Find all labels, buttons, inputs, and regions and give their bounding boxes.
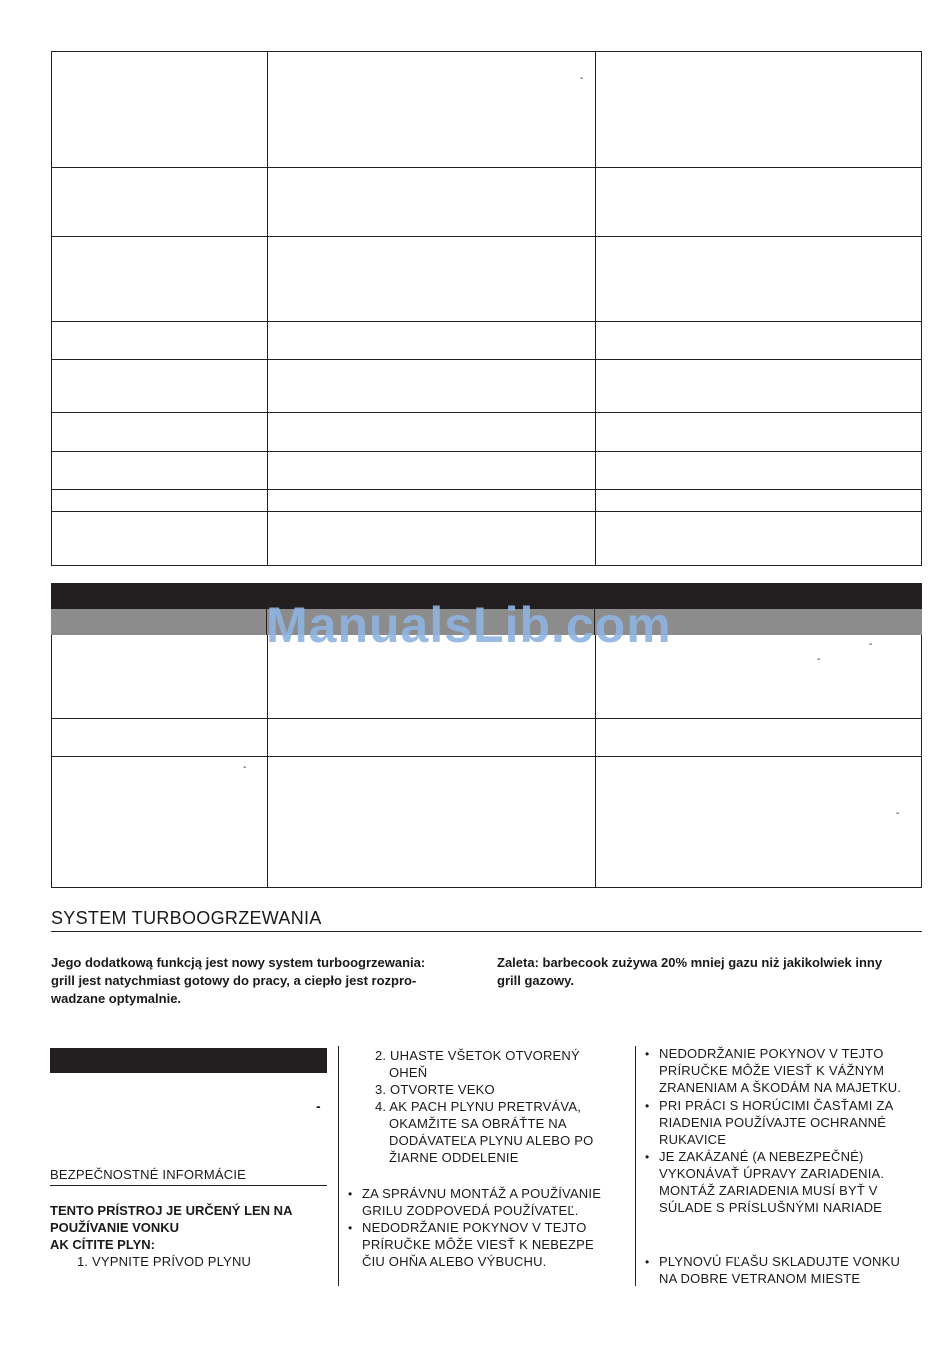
hyphen-mark: - (243, 762, 247, 773)
section-divider (51, 931, 922, 932)
table-row (52, 321, 921, 359)
outdoor-warning: TENTO PRÍSTROJ JE URČENÝ LEN NA POUŽÍVANIE VONKU (50, 1203, 293, 1235)
step-2: 2. UHASTE VŠETOK OTVORENÝ OHEŇ (375, 1048, 580, 1080)
watermark-logo: ManualsLib.com (266, 597, 672, 653)
bullet-item: PRI PRÁCI S HORÚCIMI ČASŤAMI ZA RIADENIA POUŽÍVAJTE OCHRANNÉ RUKAVICE (659, 1098, 894, 1147)
step-3: 3. OTVORTE VEKO (375, 1082, 495, 1097)
table-row (52, 167, 921, 236)
safety-divider (50, 1185, 327, 1186)
table-row (52, 489, 921, 511)
bullet-icon: • (348, 1221, 353, 1235)
bullet-icon: • (645, 1255, 650, 1269)
table-row (52, 511, 921, 565)
turbo-paragraph-right: Zaleta: barbecook zużywa 20% mniej gazu niż jakikolwiek inny grill gazowy. (497, 955, 883, 988)
safety-info-label: BEZPEČNOSTNÉ INFORMÁCIE (50, 1167, 247, 1182)
bullet-item: PLYNOVÚ FĽAŠU SKLADUJTE VONKU NA DOBRE VETRANOM MIESTE (659, 1254, 901, 1286)
bullet-item: NEDODRŽANIE POKYNOV V TEJTO PRÍRUČKE MÔŽE VIESŤ K VÁŽNYM ZRANENIAM A ŠKODÁM NA MAJETKU. (659, 1046, 902, 1095)
table-row (52, 412, 921, 451)
step-4: 4. AK PACH PLYNU PRETRVÁVA, OKAMŽITE SA OBRÁŤTE NA DODÁVATEĽA PLYNU ALEBO PO ŽIARNE ODDELENIE (375, 1099, 594, 1165)
hyphen-mark: - (869, 639, 873, 650)
bullet-item: JE ZAKÁZANÉ (A NEBEZPEČNÉ) VYKONÁVAŤ ÚPRAVY ZARIADENIA. MONTÁŽ ZARIADENIA MUSÍ BYŤ V SÚLADE S PRÍSLUŠNÝMI NARIADE (659, 1149, 885, 1215)
step-1: 1. VYPNITE PRÍVOD PLYNU (77, 1254, 252, 1269)
troubleshooting-table-top (51, 51, 922, 566)
bullet-icon: • (645, 1047, 650, 1061)
bullet-icon: • (645, 1150, 650, 1164)
bullet-icon: • (645, 1099, 650, 1113)
hyphen-mark: - (896, 808, 900, 819)
troubleshooting-table-bottom (51, 635, 922, 888)
bullet-item: NEDODRŽANIE POKYNOV V TEJTO PRÍRUČKE MÔŽE VIESŤ K NEBEZPE ČIU OHŇA ALEBO VÝBUCHU. (362, 1220, 594, 1269)
table-row (52, 718, 921, 756)
table-row (52, 236, 921, 321)
hyphen-mark: - (817, 654, 821, 665)
hyphen-mark: - (316, 1098, 321, 1114)
gas-smell-heading: AK CÍTITE PLYN: (50, 1237, 155, 1252)
table-row (52, 52, 921, 167)
column-divider (635, 1046, 636, 1286)
turbo-paragraph-left: Jego dodatkową funkcją jest nowy system turboogrzewania: grill jest natychmiast gotowy do pracy, a ciepło jest rozpro- wadzane optymalnie. (51, 955, 426, 1006)
table-row (52, 451, 921, 489)
bullet-item: ZA SPRÁVNU MONTÁŽ A POUŽÍVANIE GRILU ZODPOVEDÁ POUŽÍVATEĽ. (362, 1186, 602, 1218)
column-divider (338, 1046, 339, 1286)
heading-bar (50, 1048, 327, 1073)
hyphen-mark: - (580, 73, 584, 84)
table-row (52, 756, 921, 887)
table-row (52, 359, 921, 412)
bullet-icon: • (348, 1187, 353, 1201)
section-title: SYSTEM TURBOOGRZEWANIA (51, 908, 322, 928)
